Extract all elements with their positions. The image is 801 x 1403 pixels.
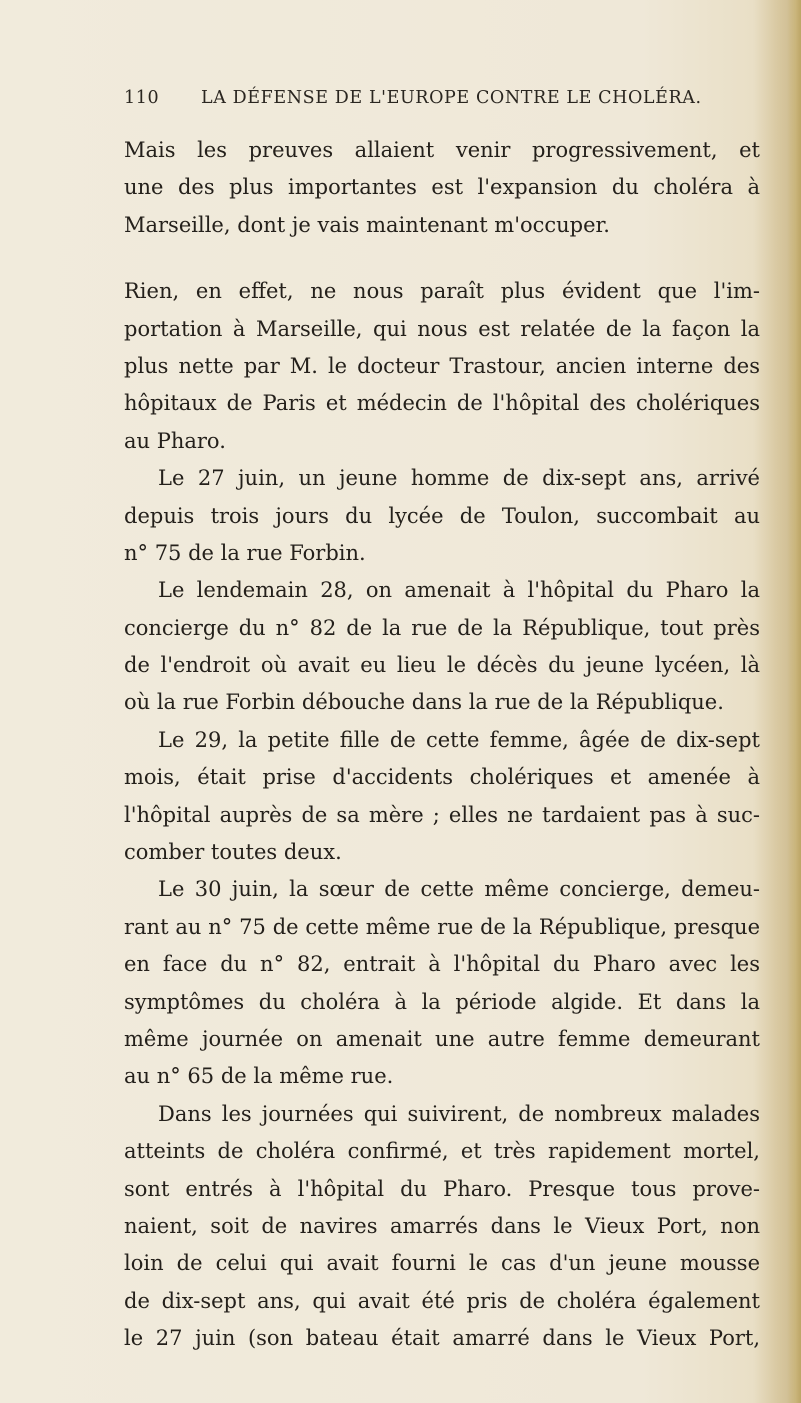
text-line: de l'endroit où avait eu lieu le décès du jeune lycéen, là — [124, 653, 760, 678]
text-line: loin de celui qui avait fourni le cas d'un jeune mousse — [124, 1251, 760, 1276]
text-line: sont entrés à l'hôpital du Pharo. Presque tous prove- — [124, 1176, 760, 1201]
text-line: naient, soit de navires amarrés dans le Vieux Port, non — [124, 1213, 760, 1238]
text-line: l'hôpital auprès de sa mère ; elles ne tardaient pas à suc- — [124, 802, 760, 827]
text-line: au Pharo. — [124, 428, 226, 453]
text-line: Marseille, dont je vais maintenant m'occuper. — [124, 212, 610, 237]
text-line: Le 29, la petite fille de cette femme, âgée de dix-sept — [158, 727, 760, 752]
text-line: une des plus importantes est l'expansion du choléra à — [124, 175, 760, 200]
text-line: atteints de choléra confirmé, et très rapidement mortel, — [124, 1139, 760, 1164]
text-line: au n° 65 de la même rue. — [124, 1064, 394, 1089]
text-line: portation à Marseille, qui nous est relatée de la façon la — [124, 316, 760, 341]
page-edge-shadow — [787, 0, 801, 1403]
text-line: Le 30 juin, la sœur de cette même concierge, demeu- — [158, 877, 760, 902]
text-line: même journée on amenait une autre femme demeurant — [124, 1026, 760, 1051]
text-line: symptômes du choléra à la période algide. Et dans la — [124, 989, 760, 1014]
body-text — [124, 132, 760, 1358]
text-line: Dans les journées qui suivirent, de nombreux malades — [158, 1101, 760, 1126]
running-title: LA DÉFENSE DE L'EUROPE CONTRE LE CHOLÉRA. — [201, 88, 702, 108]
paragraph-7 — [124, 1096, 760, 1358]
paragraph-gap — [124, 244, 760, 273]
paragraph-5 — [124, 722, 760, 872]
text-line: concierge du n° 82 de la rue de la République, tout près — [124, 615, 760, 640]
text-line: comber toutes deux. — [124, 840, 342, 865]
text-line: où la rue Forbin débouche dans la rue de la République. — [124, 690, 724, 715]
text-line: hôpitaux de Paris et médecin de l'hôpital des cholériques — [124, 391, 760, 416]
paragraph-4 — [124, 572, 760, 722]
paragraph-1 — [124, 132, 760, 244]
paragraph-2 — [124, 273, 760, 460]
text-line: Le lendemain 28, on amenait à l'hôpital du Pharo la — [158, 578, 760, 603]
paragraph-3 — [124, 460, 760, 572]
text-line: mois, était prise d'accidents cholériques et amenée à — [124, 765, 760, 790]
page-number: 110 — [124, 88, 160, 108]
text-line: Le 27 juin, un jeune homme de dix-sept ans, arrivé — [158, 466, 760, 491]
text-line: depuis trois jours du lycée de Toulon, succombait au — [124, 503, 760, 528]
text-line: en face du n° 82, entrait à l'hôpital du Pharo avec les — [124, 952, 760, 977]
text-line: n° 75 de la rue Forbin. — [124, 540, 366, 565]
text-line: le 27 juin (son bateau était amarré dans le Vieux Port, — [124, 1326, 760, 1351]
text-line: Rien, en effet, ne nous paraît plus évident que l'im- — [124, 279, 760, 304]
text-line: Mais les preuves allaient venir progressivement, et — [124, 138, 760, 162]
text-line: plus nette par M. le docteur Trastour, ancien interne des — [124, 353, 760, 378]
text-line: rant au n° 75 de cette même rue de la République, presque — [124, 914, 760, 939]
paragraph-6 — [124, 871, 760, 1095]
running-head — [124, 88, 764, 118]
text-line: de dix-sept ans, qui avait été pris de choléra également — [124, 1288, 760, 1313]
